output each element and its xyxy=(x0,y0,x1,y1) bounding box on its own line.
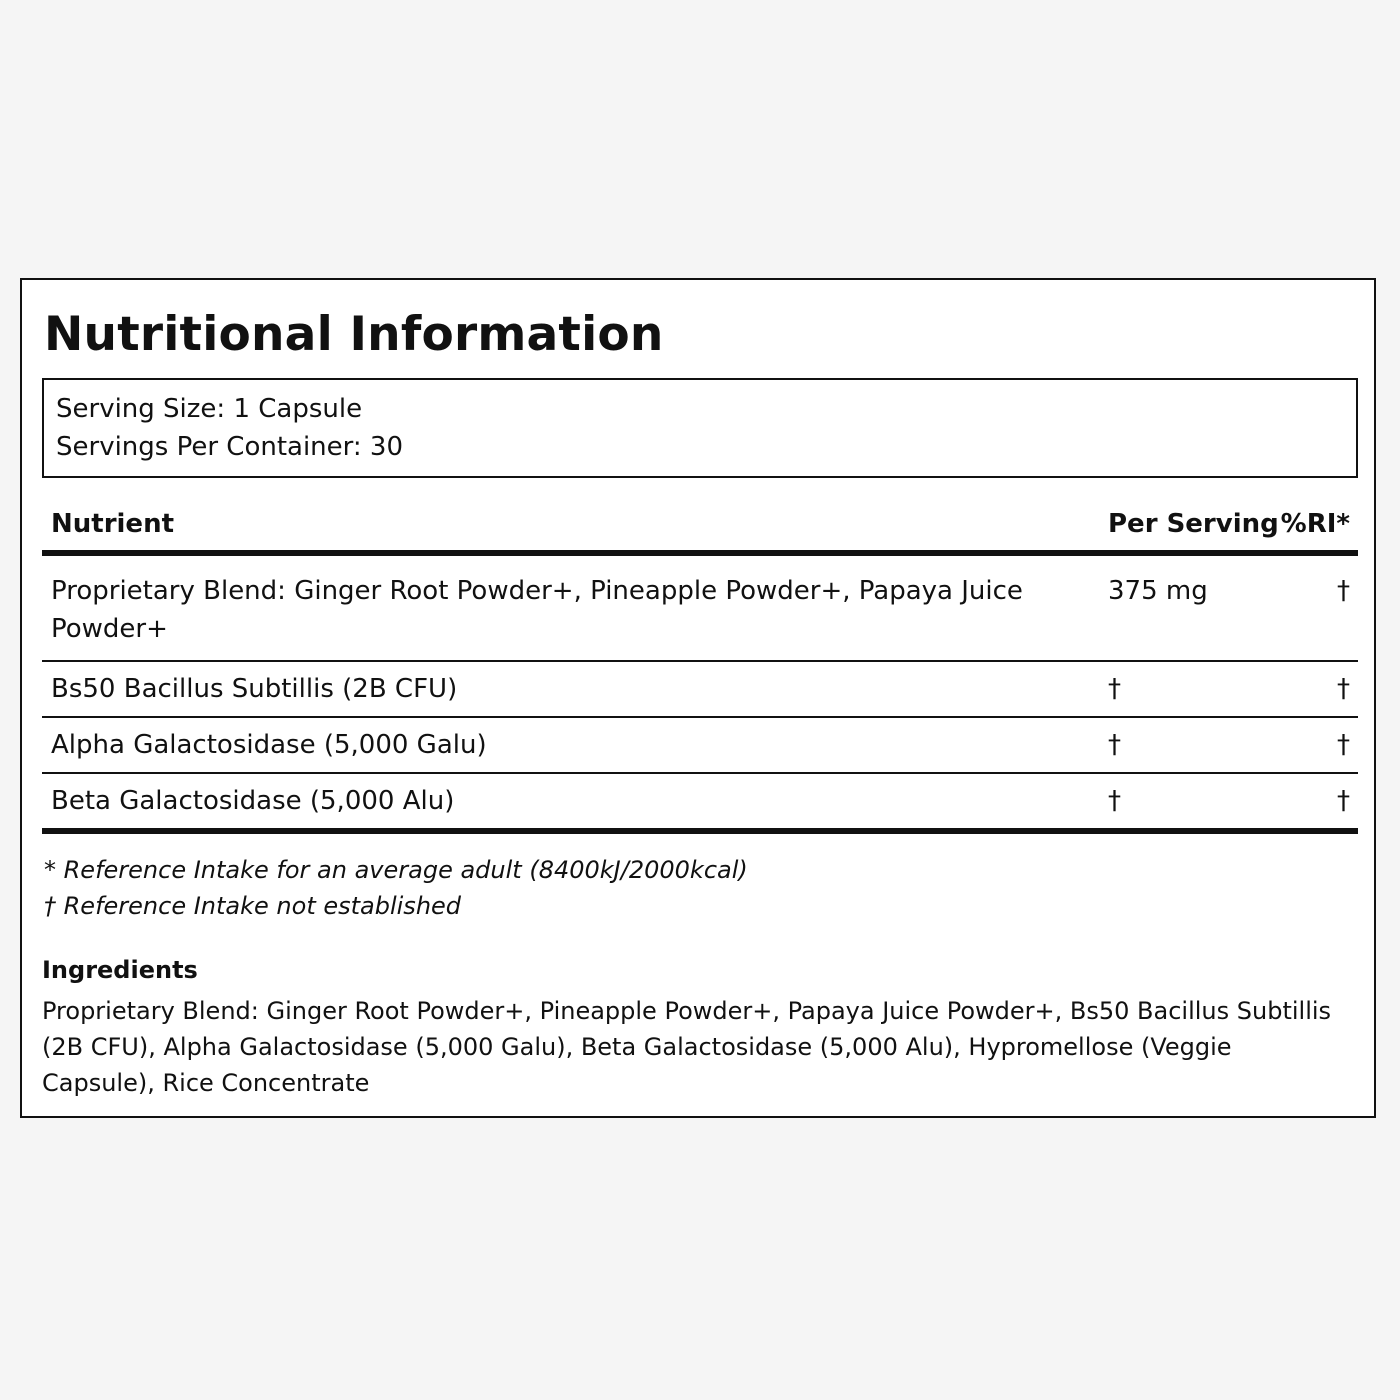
nutrient-name: Proprietary Blend: Ginger Root Powder+, Pineapple Powder+, Papaya Juice Powder+ xyxy=(51,576,1023,644)
table-row xyxy=(42,556,1358,662)
nutrient-table xyxy=(42,502,1358,834)
header-per-serving: Per Serving xyxy=(1108,509,1279,539)
nutrition-panel xyxy=(20,278,1376,1118)
nutrient-per-serving: † xyxy=(1108,786,1121,816)
table-row xyxy=(42,718,1358,774)
nutrient-ri: † xyxy=(1337,786,1350,816)
header-nutrient: Nutrient xyxy=(51,509,175,539)
footnote-reference-intake: * Reference Intake for an average adult (8400kJ/2000kcal) xyxy=(44,856,748,884)
nutrient-ri: † xyxy=(1337,730,1350,760)
serving-info-box xyxy=(42,378,1358,478)
header-ri: %RI* xyxy=(1280,509,1350,539)
nutrient-per-serving: 375 mg xyxy=(1108,576,1208,606)
ingredients-heading: Ingredients xyxy=(42,956,198,984)
footnotes xyxy=(44,852,748,924)
nutrient-per-serving: † xyxy=(1108,730,1121,760)
nutrient-per-serving: † xyxy=(1108,674,1121,704)
nutrient-ri: † xyxy=(1337,674,1350,704)
nutrient-name: Beta Galactosidase (5,000 Alu) xyxy=(51,786,455,816)
page-title: Nutritional Information xyxy=(44,307,664,362)
footnote-not-established: † Reference Intake not established xyxy=(44,892,462,920)
nutrient-name: Bs50 Bacillus Subtillis (2B CFU) xyxy=(51,674,458,704)
table-row xyxy=(42,662,1358,718)
nutrient-name: Alpha Galactosidase (5,000 Galu) xyxy=(51,730,487,760)
table-row xyxy=(42,774,1358,834)
nutrient-ri: † xyxy=(1337,576,1350,606)
servings-per-container: Servings Per Container: 30 xyxy=(56,432,404,462)
ingredients-text: Proprietary Blend: Ginger Root Powder+, Pineapple Powder+, Papaya Juice Powder+, Bs50 Bacillus Subtillis (2B CFU), Alpha Galactosidase (5,000 Galu), Beta Galactosidase (5,000 Alu), Hypromellose (Veggie Capsule), Rice Concentrate xyxy=(42,997,1332,1097)
serving-size: Serving Size: 1 Capsule xyxy=(56,394,363,424)
table-header xyxy=(42,502,1358,556)
